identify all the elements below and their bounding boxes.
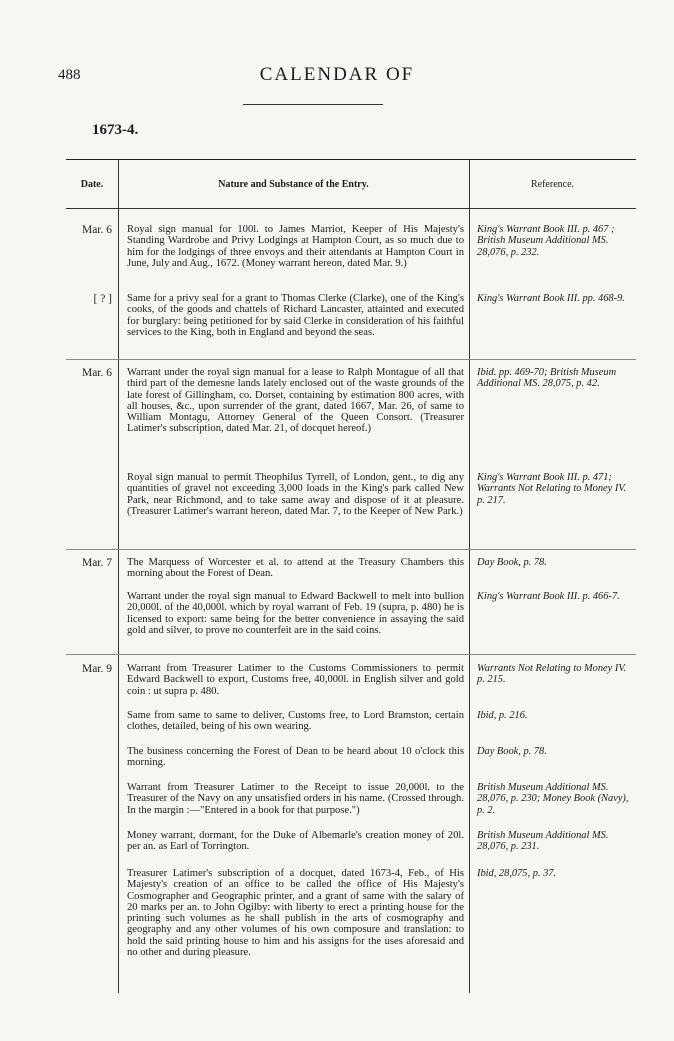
- entry-reference: Day Book, p. 78.: [477, 746, 547, 757]
- entry-date: [ ? ]: [93, 293, 112, 305]
- entry-date: Mar. 6: [81, 224, 112, 236]
- entry-reference: King's Warrant Book III. p. 467 ; British Museum Additional MS. 28,076, p. 232.: [477, 224, 615, 258]
- entry-reference: British Museum Additional MS. 28,076, p. 230; Money Book (Navy), p. 2.: [477, 782, 629, 816]
- entry-text: Treasurer Latimer's subscription of a docquet, dated 1673-4, Feb., of His Majesty's creation of an office to be called the office of His Majesty's Cosmographer and Geographic printer, and a grant of same with the salary of 20 marks per an. to John Ogilby: with liberty to erect a printing house for the printing such volumes as he shall publish in the arts of cosmography and geography and any other volumes of his own composure and translation: to hold the said printing house to him and his assigns for the uses aforesaid and no other and during pleasure.: [127, 868, 464, 959]
- entry-text: Warrant under the royal sign manual to Edward Backwell to melt into bullion 20,000l. of the 40,000l. which by royal warrant of Feb. 19 (supra, p. 480) he is licensed to export: same being for the better convenience in assaying the said gold and silver, to prove no counterfeit are in the said coins.: [127, 591, 464, 636]
- entry-reference: British Museum Additional MS. 28,076, p. 231.: [477, 830, 609, 853]
- entry-date: Mar. 6: [81, 367, 112, 379]
- entry-text: The business concerning the Forest of Dean to be heard about 10 o'clock this morning.: [127, 746, 464, 769]
- title-rule: [243, 104, 383, 105]
- entry-reference: Ibid, 28,075, p. 37.: [477, 868, 557, 879]
- year-heading: 1673-4.: [92, 122, 139, 138]
- running-title: CALENDAR OF: [259, 64, 415, 85]
- row-separator: [66, 359, 636, 360]
- entry-reference: King's Warrant Book III. pp. 468-9.: [477, 293, 625, 304]
- entry-text: Warrant from Treasurer Latimer to the Customs Commissioners to permit Edward Backwell to export, Customs free, 40,000l. in English silver and gold coin : ut supra p. 480.: [127, 663, 464, 697]
- calendar-table: [66, 159, 636, 993]
- row-separator: [66, 549, 636, 550]
- row-separator: [66, 654, 636, 655]
- reference-column-header: Reference.: [530, 179, 575, 190]
- entry-date: Mar. 9: [81, 663, 112, 675]
- entry-date: Mar. 7: [81, 557, 112, 569]
- entry-reference: Ibid. pp. 469-70; British Museum Additional MS. 28,075, p. 42.: [477, 367, 617, 390]
- entry-column-header: Nature and Substance of the Entry.: [218, 179, 369, 190]
- entry-reference: King's Warrant Book III. p. 471; Warrants Not Relating to Money IV. p. 217.: [477, 472, 626, 506]
- entry-text: Warrant under the royal sign manual for a lease to Ralph Montague of all that third part of the demesne lands lately enclosed out of the waste grounds of the late forest of Gillingham, co. Dorset, containing by estimation 800 acres, with all houses, &c., upon surrender of the grant, dated 1667, Mar. 26, of same to William Montagu, Attorney General of the Queen Consort. (Treasurer Latimer's subscription, dated Mar. 21, of docquet hereof.): [127, 367, 464, 435]
- entry-text: Royal sign manual to permit Theophilus Tyrrell, of London, gent., to dig any quantities of gravel not exceeding 3,000 loads in the King's park called New Park, near Richmond, and to take same away and dispose of it at pleasure. (Treasurer Latimer's warrant hereon, dated Mar. 7, to the Keeper of New Park.): [127, 472, 464, 517]
- entry-text: Same for a privy seal for a grant to Thomas Clerke (Clarke), one of the King's cooks, of the goods and chattels of Richard Lancaster, attainted and executed for burglary: being petitioned for by said Clerke in consideration of his faithful services to the King, both in England and beyond the seas.: [127, 293, 464, 338]
- column-divider: [118, 160, 119, 993]
- entry-text: Same from same to same to deliver, Customs free, to Lord Bramston, certain clothes, detailed, being of his own wearing.: [127, 710, 464, 733]
- entry-reference: Ibid, p. 216.: [477, 710, 528, 721]
- table-header: [66, 160, 636, 209]
- entry-reference: Day Book, p. 78.: [477, 557, 547, 568]
- entry-text: Money warrant, dormant, for the Duke of Albemarle's creation money of 20l. per an. as Earl of Torrington.: [127, 830, 464, 853]
- entry-text: The Marquess of Worcester et al. to attend at the Treasury Chambers this morning about the Forest of Dean.: [127, 557, 464, 580]
- date-column-header: Date.: [80, 179, 104, 190]
- entry-reference: Warrants Not Relating to Money IV. p. 215.: [477, 663, 626, 686]
- entry-text: Warrant from Treasurer Latimer to the Receipt to issue 20,000l. to the Treasurer of the Navy on any unsatisfied orders in his name. (Crossed through. In the margin :—"Entered in a book for that purpose."): [127, 782, 464, 816]
- column-divider: [469, 160, 470, 993]
- entry-reference: King's Warrant Book III. p. 466-7.: [477, 591, 620, 602]
- page-number: 488: [58, 67, 81, 83]
- entry-text: Royal sign manual for 100l. to James Marriot, Keeper of His Majesty's Standing Wardrobe and Privy Lodgings at Hampton Court, as so much due to him for the lodgings of three envoys and their attendants at Hampton Court in June, July and Aug., 1672. (Money warrant hereon, dated Mar. 9.): [127, 224, 464, 269]
